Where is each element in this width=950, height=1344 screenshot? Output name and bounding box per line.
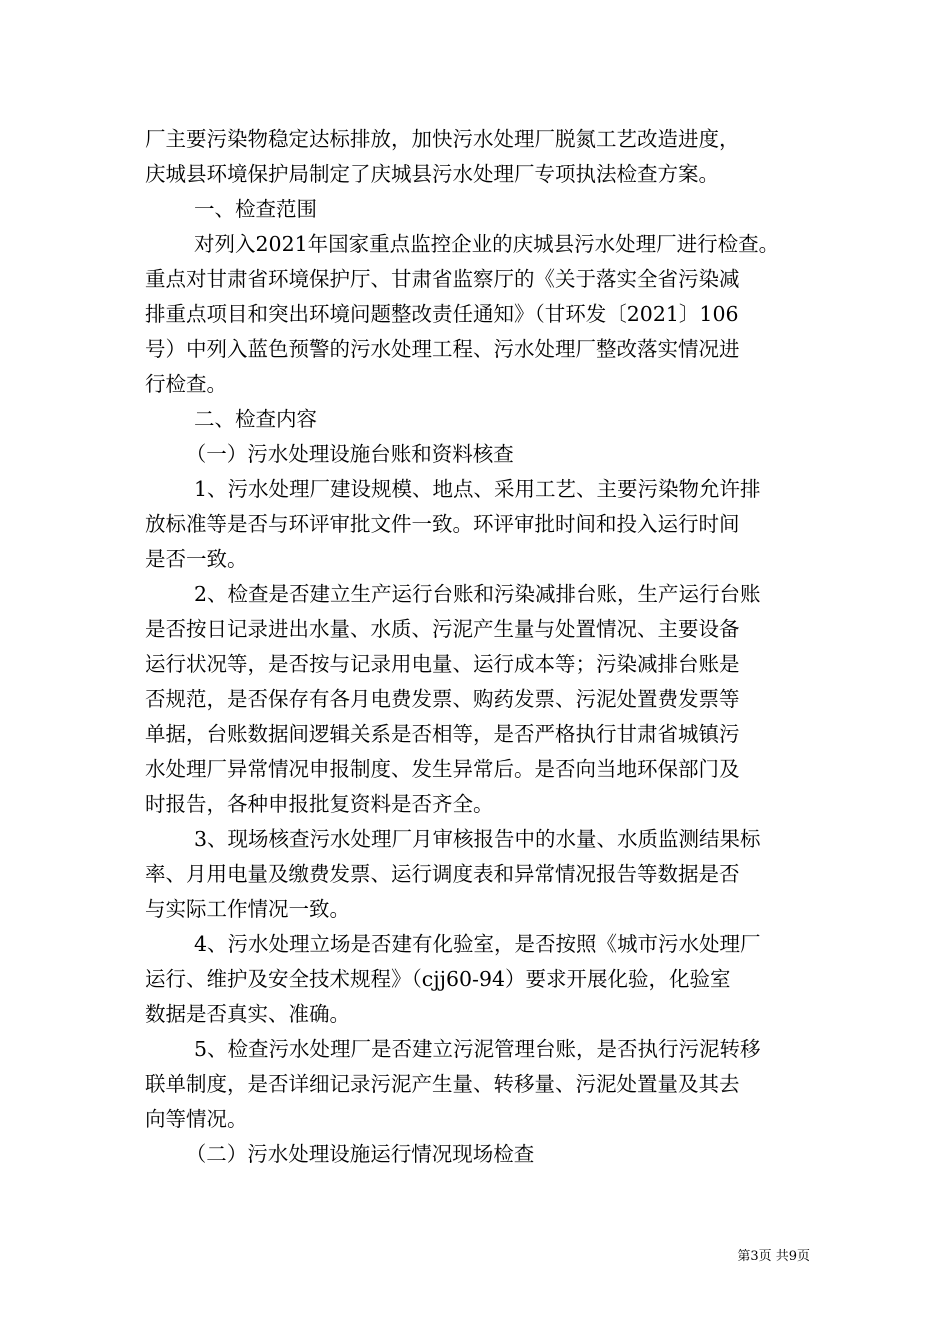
text-line: 排重点项目和突出环境问题整改责任通知》（甘环发〔2021〕106 — [145, 302, 739, 326]
text-line: 庆城县环境保护局制定了庆城县污水处理厂专项执法检查方案。 — [145, 162, 719, 186]
text-line: 放标准等是否与环评审批文件一致。环评审批时间和投入运行时间 — [145, 512, 740, 536]
text-line: 二、检查内容 — [194, 407, 317, 431]
text-line: 运行、维护及安全技术规程》（cjj60-94）要求开展化验，化验室 — [145, 967, 731, 991]
text-line: 单据，台账数据间逻辑关系是否相等，是否严格执行甘肃省城镇污 — [145, 722, 740, 746]
page-number: 第3页 共9页 — [737, 1249, 810, 1264]
text-line: 联单制度，是否详细记录污泥产生量、转移量、污泥处置量及其去 — [145, 1072, 740, 1096]
text-line: 数据是否真实、准确。 — [145, 1002, 350, 1026]
text-line: 厂主要污染物稳定达标排放，加快污水处理厂脱氮工艺改造进度， — [145, 127, 740, 151]
text-line: 5、检查污水处理厂是否建立污泥管理台账，是否执行污泥转移 — [194, 1037, 761, 1061]
text-line: （一）污水处理设施台账和资料核查 — [185, 442, 514, 466]
text-line: 一、检查范围 — [194, 197, 317, 221]
text-line: 4、污水处理立场是否建有化验室，是否按照《城市污水处理厂 — [194, 932, 761, 956]
text-line: 否规范，是否保存有各月电费发票、购药发票、污泥处置费发票等 — [145, 687, 740, 711]
text-line: 对列入2021年国家重点监控企业的庆城县污水处理厂进行检查。 — [194, 232, 780, 256]
text-line: 时报告，各种申报批复资料是否齐全。 — [145, 792, 494, 816]
text-line: （二）污水处理设施运行情况现场检查 — [185, 1142, 535, 1166]
text-line: 2、检查是否建立生产运行台账和污染减排台账，生产运行台账 — [194, 582, 761, 606]
text-line: 重点对甘肃省环境保护厅、甘肃省监察厅的《关于落实全省污染减 — [145, 267, 740, 291]
text-line: 号）中列入蓝色预警的污水处理工程、污水处理厂整改落实情况进 — [145, 337, 740, 361]
text-line: 运行状况等，是否按与记录用电量、运行成本等；污染减排台账是 — [145, 652, 740, 676]
document-body — [145, 122, 809, 1172]
text-line: 3、现场核查污水处理厂月审核报告中的水量、水质监测结果标 — [194, 827, 761, 851]
text-line: 向等情况。 — [145, 1107, 248, 1131]
text-line: 行检查。 — [145, 372, 227, 396]
text-line: 是否一致。 — [145, 547, 248, 571]
text-line: 水处理厂异常情况申报制度、发生异常后。是否向当地环保部门及 — [145, 757, 740, 781]
text-line: 与实际工作情况一致。 — [145, 897, 350, 921]
text-line: 率、月用电量及缴费发票、运行调度表和异常情况报告等数据是否 — [145, 862, 740, 886]
text-line: 1、污水处理厂建设规模、地点、采用工艺、主要污染物允许排 — [194, 477, 761, 501]
text-line: 是否按日记录进出水量、水质、污泥产生量与处置情况、主要设备 — [145, 617, 740, 641]
